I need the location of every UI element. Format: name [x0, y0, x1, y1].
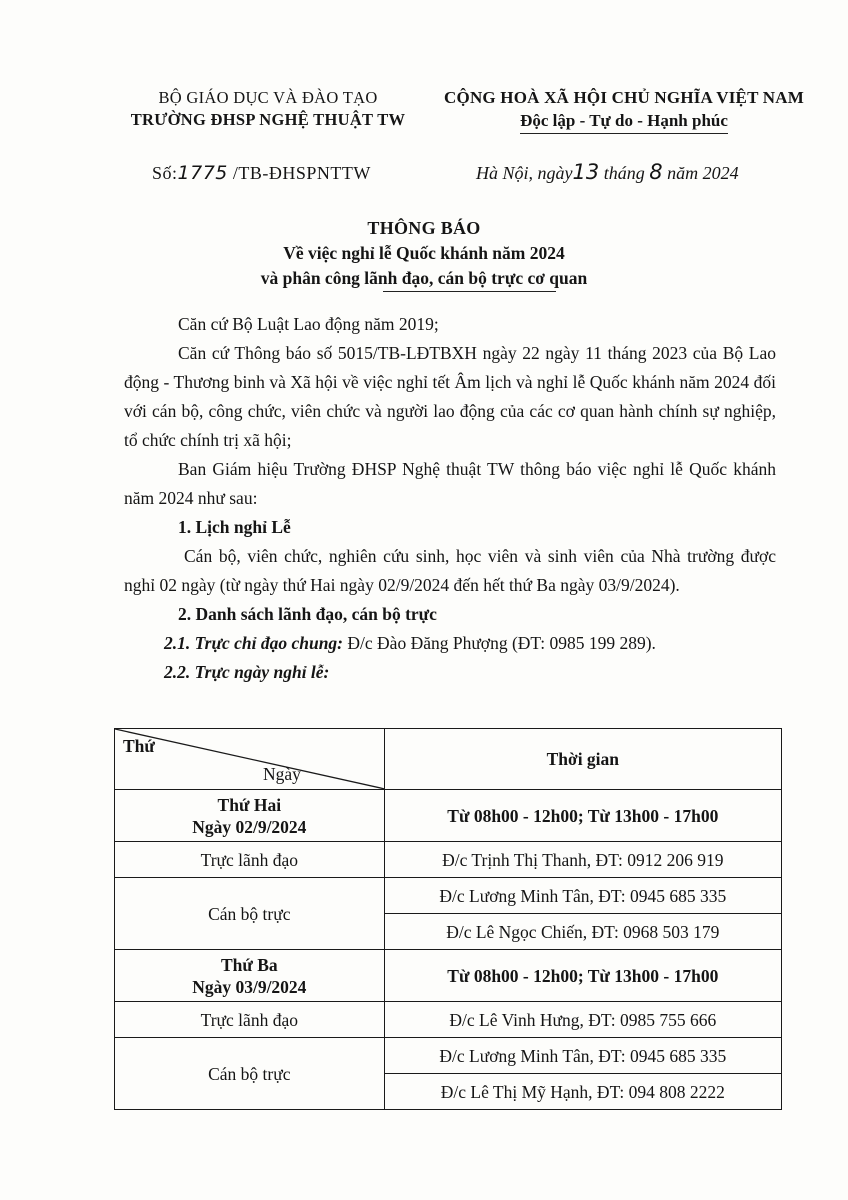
person-cell: Đ/c Lê Thị Mỹ Hạnh, ĐT: 094 808 2222	[384, 1074, 781, 1110]
date-month-label: tháng	[603, 163, 645, 183]
header-ngay: Ngày	[263, 764, 301, 784]
person-cell: Đ/c Lương Minh Tân, ĐT: 0945 685 335	[384, 878, 781, 914]
table-row	[115, 950, 782, 1002]
doc-number-suffix: /TB-ĐHSPNTTW	[232, 163, 371, 183]
doc-number-handwritten: 1775	[177, 162, 228, 184]
paragraph-announcement: Ban Giám hiệu Trường ĐHSP Nghệ thuật TW thông báo việc nghỉ lễ Quốc khánh năm 2024 như sau:	[124, 459, 776, 508]
section-2-1-text: Đ/c Đào Đăng Phượng (ĐT: 0985 199 289).	[343, 633, 656, 653]
document-number	[152, 162, 371, 184]
title-underline	[383, 291, 556, 292]
section-heading-1: 1. Lịch nghỉ Lễ	[178, 517, 291, 537]
section-heading-2: 2. Danh sách lãnh đạo, cán bộ trực	[178, 604, 437, 624]
table-row	[115, 842, 782, 878]
doc-number-prefix: Số:	[152, 163, 178, 183]
country-name: CỘNG HOÀ XÃ HỘI CHỦ NGHĨA VIỆT NAM	[444, 88, 804, 107]
section-2-2-label: 2.2. Trực ngày nghỉ lễ:	[164, 662, 330, 682]
table-header-row	[115, 729, 782, 790]
date-prefix: Hà Nội, ngày	[476, 163, 573, 183]
role-cell: Trực lãnh đạo	[115, 842, 385, 878]
paragraph-holiday-schedule: Cán bộ, viên chức, nghiên cứu sinh, học viên và sinh viên của Nhà trường được nghỉ 02 ngày (từ ngày thứ Hai ngày 02/9/2024 đến hết thứ Ba ngày 03/9/2024).	[124, 546, 776, 595]
section-2-2	[124, 658, 776, 687]
title-subject: Về việc nghỉ lễ Quốc khánh năm 2024	[283, 243, 565, 263]
school-name: TRƯỜNG ĐHSP NGHỆ THUẬT TW	[130, 110, 406, 129]
header-thu: Thứ	[123, 736, 155, 756]
date-day: 13	[572, 160, 600, 184]
role-cell: Cán bộ trực	[115, 1038, 385, 1110]
table-row	[115, 1002, 782, 1038]
person-cell: Đ/c Lê Ngọc Chiến, ĐT: 0968 503 179	[384, 914, 781, 950]
section-2-1	[124, 629, 776, 658]
day-name: Thứ Hai	[217, 794, 282, 815]
national-motto: Độc lập - Tự do - Hạnh phúc	[520, 111, 728, 134]
paragraph-legal-basis-1: Căn cứ Bộ Luật Lao động năm 2019;	[178, 314, 439, 334]
title-subject-2: và phân công lãnh đạo, cán bộ trực cơ quan	[260, 268, 588, 288]
role-cell: Trực lãnh đạo	[115, 1002, 385, 1038]
ministry-name: BỘ GIÁO DỤC VÀ ĐÀO TẠO	[158, 88, 378, 107]
role-cell: Cán bộ trực	[115, 878, 385, 950]
time-cell: Từ 08h00 - 12h00; Từ 13h00 - 17h00	[384, 790, 781, 842]
table-row	[115, 790, 782, 842]
day-date: Ngày 02/9/2024	[192, 816, 307, 837]
person-cell: Đ/c Lương Minh Tân, ĐT: 0945 685 335	[384, 1038, 781, 1074]
title-main: THÔNG BÁO	[367, 218, 481, 238]
diagonal-line	[115, 729, 385, 789]
notice-body	[124, 310, 776, 687]
notice-title	[100, 218, 748, 289]
issue-date	[476, 160, 739, 184]
table-row	[115, 1038, 782, 1074]
date-month: 8	[649, 160, 663, 184]
person-cell: Đ/c Trịnh Thị Thanh, ĐT: 0912 206 919	[384, 842, 781, 878]
day-cell	[115, 790, 385, 842]
diagonal-header-cell	[115, 729, 385, 790]
issuer-block	[118, 88, 418, 130]
paragraph-legal-basis-2: Căn cứ Thông báo số 5015/TB-LĐTBXH ngày 22 ngày 11 tháng 2023 của Bộ Lao động - Thương binh và Xã hội về việc nghỉ tết Âm lịch và nghỉ lễ Quốc khánh năm 2024 đối với cán bộ, công chức, viên chức và người lao động của các cơ quan hành chính sự nghiệp, tổ chức chính trị xã hội;	[124, 343, 776, 450]
day-name: Thứ Ba	[220, 954, 278, 975]
time-cell: Từ 08h00 - 12h00; Từ 13h00 - 17h00	[384, 950, 781, 1002]
duty-table	[114, 728, 782, 1110]
day-cell	[115, 950, 385, 1002]
date-year: năm 2024	[667, 163, 739, 183]
day-date: Ngày 03/9/2024	[192, 976, 307, 997]
header-time: Thời gian	[384, 729, 781, 790]
national-header	[424, 88, 824, 134]
person-cell: Đ/c Lê Vinh Hưng, ĐT: 0985 755 666	[384, 1002, 781, 1038]
table-row	[115, 878, 782, 914]
section-2-1-label: 2.1. Trực chỉ đạo chung:	[164, 633, 344, 653]
